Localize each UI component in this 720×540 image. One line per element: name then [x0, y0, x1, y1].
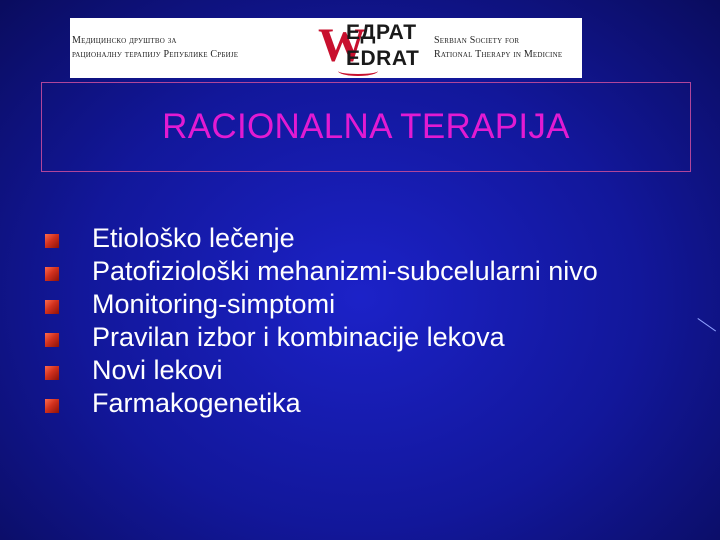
bullet-item: [44, 354, 644, 387]
banner-left-line2: рационалну терапију Републике Србије: [72, 49, 239, 60]
banner-right-line2: Rational Therapy in Medicine: [434, 49, 563, 60]
bullet-square-icon: [45, 267, 59, 281]
logo-mark: W: [318, 19, 366, 72]
bullet-text: Pravilan izbor i kombinacije lekova: [92, 322, 505, 352]
slide-title: RACIONALNA TERAPIJA: [162, 107, 570, 146]
title-box: [41, 82, 691, 172]
bullet-text: Monitoring-simptomi: [92, 289, 336, 319]
bullet-text: Farmakogenetika: [92, 388, 301, 418]
bullet-square-icon: [45, 234, 59, 248]
bullet-square-icon: [45, 399, 59, 413]
decorative-line: [687, 318, 716, 346]
logo-line2: EDRAT: [346, 47, 420, 70]
society-banner: [70, 18, 582, 78]
bullet-item: [44, 288, 644, 321]
banner-right-line1: Serbian Society for: [434, 35, 520, 46]
bullet-text: Patofiziološki mehanizmi-subcelularni nivo: [92, 256, 598, 286]
logo-swoosh-icon: [338, 66, 378, 76]
bullet-square-icon: [45, 300, 59, 314]
medrat-logo: [316, 19, 420, 76]
banner-right-text: [434, 34, 562, 62]
banner-left-line1: Медицинско друштво за: [72, 35, 177, 46]
banner-left-text: [70, 34, 310, 62]
bullet-text: Etiološko lečenje: [92, 223, 295, 253]
bullet-item: [44, 387, 644, 420]
bullet-square-icon: [45, 366, 59, 380]
bullet-item: [44, 321, 644, 354]
bullet-text: Novi lekovi: [92, 355, 223, 385]
bullet-item: [44, 255, 644, 288]
bullet-list: [44, 222, 644, 420]
logo-line1: ЕДРАТ: [346, 21, 417, 44]
bullet-square-icon: [45, 333, 59, 347]
bullet-item: [44, 222, 644, 255]
